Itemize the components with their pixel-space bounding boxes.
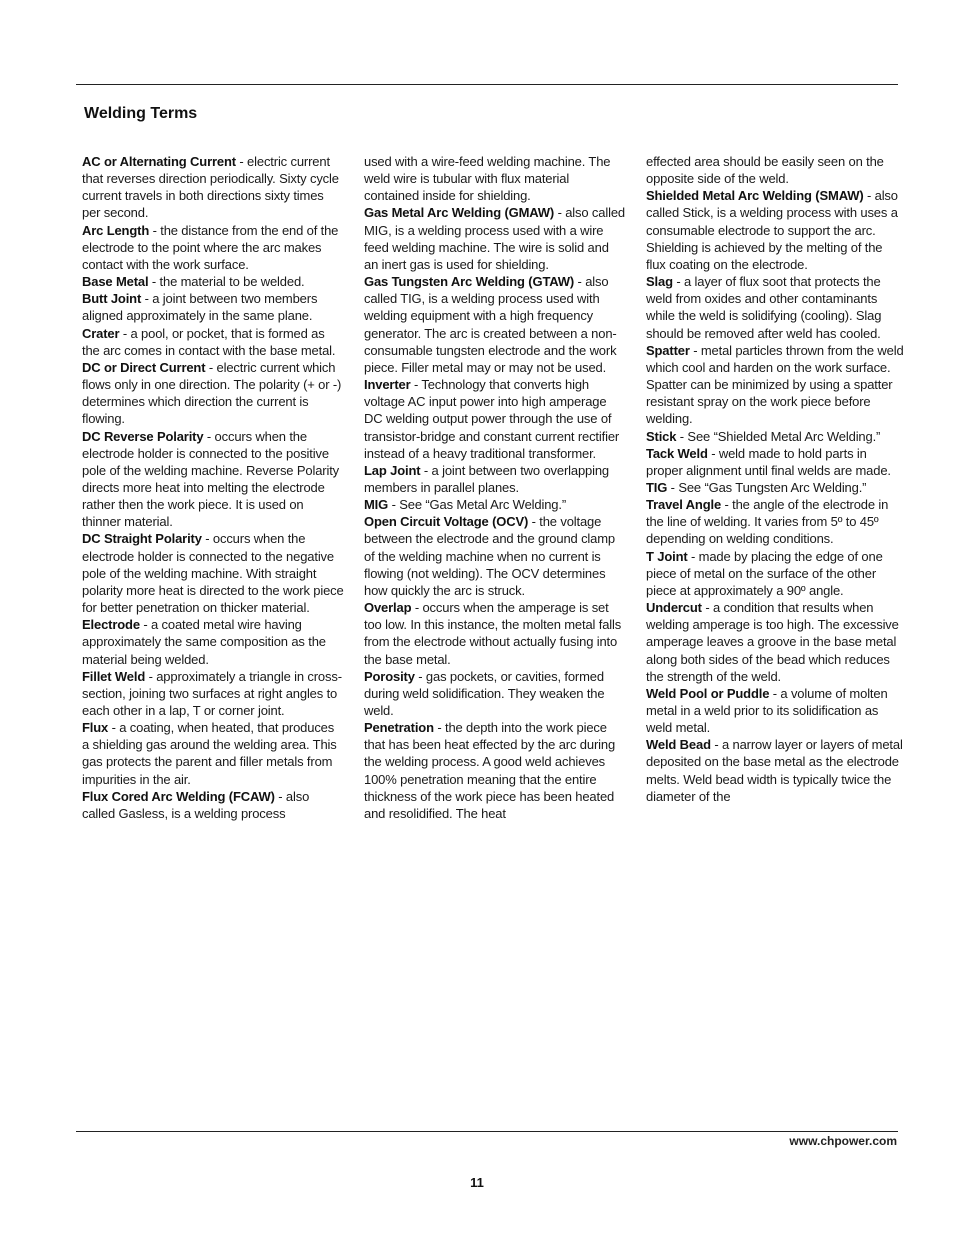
glossary-definition: - See “Gas Metal Arc Welding.” [388, 497, 567, 513]
glossary-entry [646, 428, 904, 445]
glossary-definition: - a layer of flux soot that protects the weld from oxides and other contaminants while the weld is solidifying (cooling). Slag should be removed after weld has cooled. [646, 274, 882, 341]
glossary-term: Shielded Metal Arc Welding (SMAW) [646, 188, 864, 204]
glossary-definition: - the depth into the work piece that has been heat effected by the arc during the welding process. A good weld achieves 100% penetration meaning that the entire thickness of the work piece has been heated and resolidified. The heat [364, 720, 616, 821]
glossary-term: Porosity [364, 668, 415, 684]
glossary-term: Weld Bead [646, 737, 711, 753]
footer-website: www.chpower.com [789, 1134, 897, 1148]
glossary-definition: - electric current which flows only in one direction. The polarity (+ or -) determines which direction the current is flowing. [82, 359, 342, 427]
glossary-term: Flux [82, 720, 109, 736]
glossary-definition: - metal particles thrown from the weld which cool and harden on the work surface. Spatter can be minimized by using a spatter resistant spray on the work piece before welding. [646, 342, 904, 427]
glossary-definition: - a joint between two overlapping members in parallel planes. [364, 462, 610, 495]
glossary-term: DC Reverse Polarity [82, 428, 204, 444]
glossary-term: Penetration [364, 720, 434, 736]
page-title: Welding Terms [84, 105, 198, 122]
header-rule [76, 84, 898, 85]
glossary-definition: - a condition that results when welding amperage is too high. The excessive amperage leaves a groove in the base metal along both sides of the bead which reduces the strength of the weld. [646, 600, 899, 684]
glossary-definition: - occurs when the electrode holder is connected to the positive pole of the welding machine. Reverse Polarity directs more heat into melting the electrode rather then the work piece. It is used on thinner material. [82, 428, 340, 530]
glossary-entry [646, 496, 904, 547]
glossary-entry [646, 153, 904, 187]
glossary-definition: - gas pockets, or cavities, formed during weld solidification. They weaken the weld. [364, 668, 605, 718]
glossary-entry [82, 530, 344, 616]
glossary-entry [82, 290, 344, 324]
glossary-entry [82, 273, 344, 290]
glossary-entry [82, 428, 344, 531]
glossary-term: Inverter [364, 377, 411, 393]
glossary-definition: - a narrow layer or layers of metal deposited on the base metal as the electrode melts. Weld bead width is typically twice the diameter of the [646, 737, 903, 804]
glossary-entry [646, 273, 904, 342]
glossary-entry [364, 204, 626, 273]
glossary-entry [82, 222, 344, 273]
page-number: 11 [470, 1175, 484, 1190]
glossary-definition: - also called TIG, is a welding process used with welding equipment with a high frequency generator. The arc is created between a non-consumable tungsten electrode and the work piece. Filler metal may or may not be used. [364, 274, 617, 375]
glossary-definition: - approximately a triangle in cross-section, joining two surfaces at right angles to each other in a lap, T or corner joint. [82, 668, 342, 718]
glossary-definition: - the angle of the electrode in the line of welding. It varies from 5º to 45º depending on welding conditions. [646, 497, 889, 547]
glossary-term: Tack Weld [646, 445, 708, 461]
glossary-term: Spatter [646, 342, 690, 358]
glossary-definition: - a volume of molten metal in a weld prior to its solidification as weld metal. [646, 685, 888, 736]
glossary-definition: used with a wire-feed welding machine. The weld wire is tubular with flux material contained inside for shielding. [364, 154, 611, 204]
glossary-entry [646, 479, 904, 496]
glossary-entry [646, 685, 904, 736]
glossary-term: Slag [646, 274, 673, 290]
glossary-term: MIG [364, 497, 389, 513]
glossary-column-3 [646, 153, 904, 805]
glossary-term: DC or Direct Current [82, 359, 206, 375]
glossary-entry [646, 445, 904, 479]
glossary-definition: - weld made to hold parts in proper alignment until final welds are made. [646, 445, 891, 478]
glossary-term: Travel Angle [646, 497, 722, 513]
glossary-definition: - a coated metal wire having approximately the same composition as the material being welded. [82, 617, 326, 667]
glossary-definition: - the voltage between the electrode and the ground clamp of the welding machine when no current is flowing (not welding). The OCV determines how quickly the arc is struck. [364, 514, 615, 598]
glossary-term: Overlap [364, 600, 412, 616]
glossary-term: TIG [646, 479, 668, 495]
glossary-entry [82, 788, 344, 822]
glossary-definition: - the material to be welded. [148, 274, 305, 290]
glossary-term: Open Circuit Voltage (OCV) [364, 514, 529, 530]
glossary-entry [364, 513, 626, 599]
glossary-entry [82, 616, 344, 667]
glossary-term: DC Straight Polarity [82, 531, 202, 547]
glossary-entry [364, 153, 626, 204]
glossary-term: Gas Metal Arc Welding (GMAW) [364, 205, 555, 221]
glossary-entry [82, 359, 344, 428]
glossary-definition: - a coating, when heated, that produces a shielding gas around the welding area. This gas protects the parent and filler metals from impurities in the air. [82, 720, 337, 787]
glossary-definition: - the distance from the end of the electrode to the point where the arc makes contact with the work surface. [82, 222, 339, 272]
glossary-definition: - also called MIG, is a welding process used with a wire feed welding machine. The wire is solid and an inert gas is used for shielding. [364, 205, 625, 272]
glossary-definition: effected area should be easily seen on the opposite side of the weld. [646, 154, 884, 187]
glossary-entry [82, 153, 344, 222]
glossary-entry [646, 342, 904, 428]
footer-rule [76, 1131, 898, 1132]
glossary-entry [646, 736, 904, 805]
glossary-definition: - occurs when the electrode holder is connected to the negative pole of the welding machine. With straight polarity more heat is directed to the work piece for better penetration on thicker material. [82, 531, 344, 616]
glossary-definition: - also called Gasless, is a welding process [82, 788, 310, 821]
glossary-definition: - Technology that converts high voltage AC input power into high amperage DC welding output power through the use of transistor-bridge and constant current rectifier instead of a heavy traditional transformer. [364, 377, 620, 461]
glossary-entry [646, 599, 904, 685]
glossary-entry [364, 376, 626, 462]
glossary-entry [364, 719, 626, 822]
glossary-term: AC or Alternating Current [82, 154, 236, 169]
glossary-entry [364, 462, 626, 496]
glossary-entry [82, 325, 344, 359]
glossary-definition: - also called Stick, is a welding process with uses a consumable electrode to support the arc. Shielding is achieved by the melting of the flux coating on the electrode. [646, 188, 898, 272]
glossary-definition: - a joint between two members aligned approximately in the same plane. [82, 291, 318, 324]
glossary-term: Stick [646, 428, 677, 444]
glossary-entry [364, 273, 626, 376]
glossary-column-1 [82, 153, 344, 822]
glossary-term: Undercut [646, 600, 702, 616]
glossary-entry [364, 599, 626, 668]
glossary-term: Fillet Weld [82, 668, 146, 684]
glossary-term: Butt Joint [82, 291, 142, 307]
glossary-definition: - made by placing the edge of one piece of metal on the surface of the other piece at approximately a 90º angle. [646, 548, 883, 598]
glossary-definition: - See “Shielded Metal Arc Welding.” [676, 428, 881, 444]
glossary-entry [646, 548, 904, 599]
glossary-term: Weld Pool or Puddle [646, 685, 770, 701]
glossary-term: Crater [82, 325, 120, 341]
glossary-term: T Joint [646, 548, 688, 564]
glossary-definition: - a pool, or pocket, that is formed as the arc comes in contact with the base metal. [82, 325, 336, 358]
glossary-entry [364, 496, 626, 513]
glossary-term: Electrode [82, 617, 140, 633]
glossary-definition: - electric current that reverses direction periodically. Sixty cycle current travels in both directions sixty times per second. [82, 154, 339, 221]
glossary-definition: - occurs when the amperage is set too low. In this instance, the molten metal falls from the electrode without actually fusing into the base metal. [364, 600, 622, 667]
glossary-definition: - See “Gas Tungsten Arc Welding.” [667, 479, 867, 495]
glossary-term: Gas Tungsten Arc Welding (GTAW) [364, 274, 575, 290]
glossary-term: Flux Cored Arc Welding (FCAW) [82, 788, 275, 804]
glossary-entry [364, 668, 626, 719]
glossary-entry [646, 187, 904, 273]
glossary-column-2 [364, 153, 626, 822]
glossary-term: Base Metal [82, 274, 149, 290]
glossary-term: Lap Joint [364, 462, 421, 478]
glossary-entry [82, 668, 344, 719]
glossary-entry [82, 719, 344, 788]
glossary-term: Arc Length [82, 222, 150, 238]
